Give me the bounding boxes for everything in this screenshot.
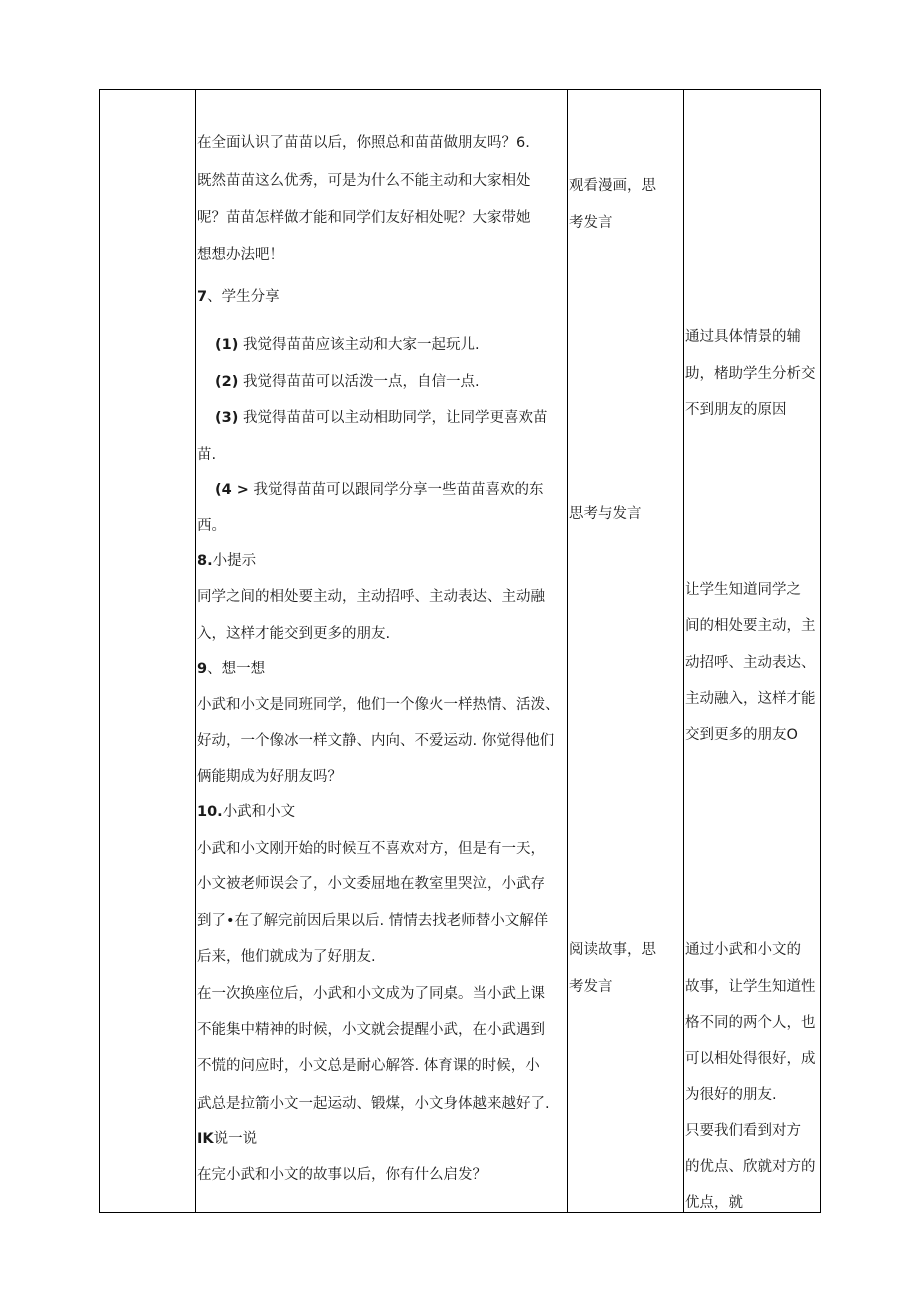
section-heading-7: 7、学生分享 xyxy=(197,289,280,305)
purpose-text: 动招呼、主动表达、 xyxy=(685,655,816,671)
student-activity-2: 思考与发言 xyxy=(569,506,642,522)
share-item-4-cont: 西。 xyxy=(197,518,226,534)
purpose-text: 故事，让学生知道性 xyxy=(685,979,816,995)
section-heading-8: 8.小提示 xyxy=(197,553,257,569)
text-line: 到了•在了解完前因后果以后. 情情去找老师替小文解佯 xyxy=(197,913,549,929)
text-line: 俩能期成为好朋友吗？ xyxy=(197,769,342,785)
section-heading-9: 9、想一想 xyxy=(197,661,266,677)
text-line: 后来，他们就成为了好朋友. xyxy=(197,949,376,965)
student-activity-1: 观看漫画，思 xyxy=(569,178,656,194)
text-line: 小武和小文是同班同学，他们一个像火一样热情、活泼、 xyxy=(197,697,560,713)
purpose-text: 的优点、欣就对方的 xyxy=(685,1159,816,1175)
purpose-text: 优点，就 xyxy=(685,1195,743,1211)
purpose-text: 格不同的两个人，也 xyxy=(685,1015,816,1031)
column-divider xyxy=(567,90,568,1212)
student-activity-3-cont: 考发言 xyxy=(569,979,613,995)
purpose-text: 不到朋友的原因 xyxy=(685,402,787,418)
purpose-text: 只要我们看到对方 xyxy=(685,1123,801,1139)
section-heading-10: 10.小武和小文 xyxy=(197,804,296,820)
section-heading-11: IK说一说 xyxy=(197,1131,258,1147)
text-line: 武总是拉箭小文一起运动、锻煤，小文身体越来越好了. xyxy=(197,1096,550,1112)
purpose-text: 间的相处要主动，主 xyxy=(685,618,816,634)
text-line: 好动，一个像冰一样文静、内向、不爱运动. 你觉得他们 xyxy=(197,733,555,749)
share-item-2: (2) 我觉得苗苗可以活泼一点，自信一点. xyxy=(215,374,480,390)
purpose-text: 助，楮助学生分析交 xyxy=(685,366,816,382)
share-item-4: (4 > 我觉得苗苗可以跟同学分享一些苗苗喜欢的东 xyxy=(215,482,544,498)
text-line: 入，这样才能交到更多的朋友. xyxy=(197,626,391,642)
purpose-text: 交到更多的朋友O xyxy=(685,727,798,743)
text-line: 在一次换座位后，小武和小文成为了同桌。当小武上课 xyxy=(197,986,545,1002)
purpose-text: 让学生知道同学之 xyxy=(685,582,801,598)
column-divider xyxy=(195,90,196,1212)
column-divider xyxy=(683,90,684,1212)
share-item-3: (3) 我觉得苗苗可以主动相助同学，让同学更喜欢苗 xyxy=(215,410,548,426)
text-line: 小文被老师误会了，小文委屈地在教室里哭泣，小武存 xyxy=(197,876,545,892)
student-activity-1-cont: 考发言 xyxy=(569,215,613,231)
purpose-text: 可以相处得很好，成 xyxy=(685,1051,816,1067)
purpose-text: 为很好的朋友. xyxy=(685,1087,777,1103)
share-item-3-cont: 苗. xyxy=(197,447,217,463)
text-line: 既然苗苗这么优秀，可是为什么不能主动和大家相处 xyxy=(197,173,531,189)
purpose-text: 通过小武和小文的 xyxy=(685,942,801,958)
purpose-text: 通过具体情景的辅 xyxy=(685,329,801,345)
purpose-text: 主动融入，这样才能 xyxy=(685,691,816,707)
text-line: 想想办法吧！ xyxy=(197,247,284,263)
text-line: 在完小武和小文的故事以后，你有什么启发？ xyxy=(197,1167,487,1183)
text-line: 呢？苗苗怎样做才能和同学们友好相处呢？大家带她 xyxy=(197,210,531,226)
text-line: 小武和小文刚开始的时候互不喜欢对方，但是有一天， xyxy=(197,841,545,857)
text-line: 不能集中精神的时候，小文就会提醒小武，在小武遇到 xyxy=(197,1022,545,1038)
student-activity-3: 阅读故事，思 xyxy=(569,942,656,958)
share-item-1: (1) 我觉得苗苗应该主动和大家一起玩儿. xyxy=(215,337,480,353)
text-line: 同学之间的相处要主动，主动招呼、主动表达、主动融 xyxy=(197,589,545,605)
text-line: 不慌的问应时，小文总是耐心解答. 体育课的时候，小 xyxy=(197,1058,540,1074)
text-line: 在全面认识了苗苗以后，你照总和苗苗做朋友吗？6. xyxy=(197,135,530,151)
